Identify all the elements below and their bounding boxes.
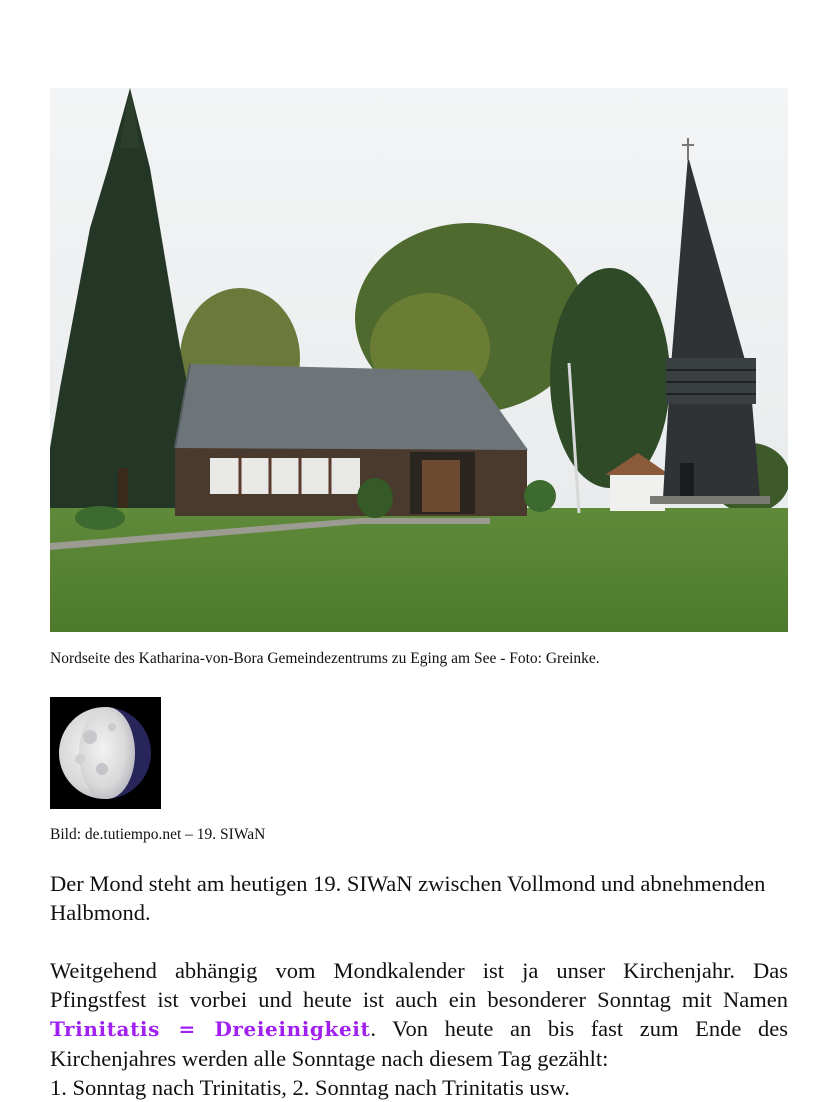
paragraph-text-end: . Von heute an bis fast zum Ende des Kirchenjahres werden alle Sonntage nach diesem Tag gezählt: <box>50 1016 788 1071</box>
photo-caption: Nordseite des Katharina-von-Bora Gemeindezentrums zu Eging am See - Foto: Greinke. <box>50 650 600 667</box>
church-year-paragraph <box>50 956 788 1102</box>
waning-gibbous-moon-icon <box>50 697 161 809</box>
moon-caption: Bild: de.tutiempo.net – 19. SIWaN <box>50 826 266 843</box>
moon-paragraph: Der Mond steht am heutigen 19. SIWaN zwischen Vollmond und abnehmenden Halbmond. <box>50 871 766 925</box>
paragraph-text-start: Weitgehend abhängig vom Mondkalender ist ja unser Kirchenjahr. Das Pfingstfest ist vorbei und heute ist auch ein besonderer Sonntag mit Namen <box>50 958 788 1012</box>
trinitatis-highlight: Trinitatis = Dreieinigkeit <box>50 1017 371 1041</box>
trinitatis-sundays-line: 1. Sonntag nach Trinitatis, 2. Sonntag nach Trinitatis usw. <box>50 1075 570 1100</box>
church-photo <box>50 88 788 632</box>
